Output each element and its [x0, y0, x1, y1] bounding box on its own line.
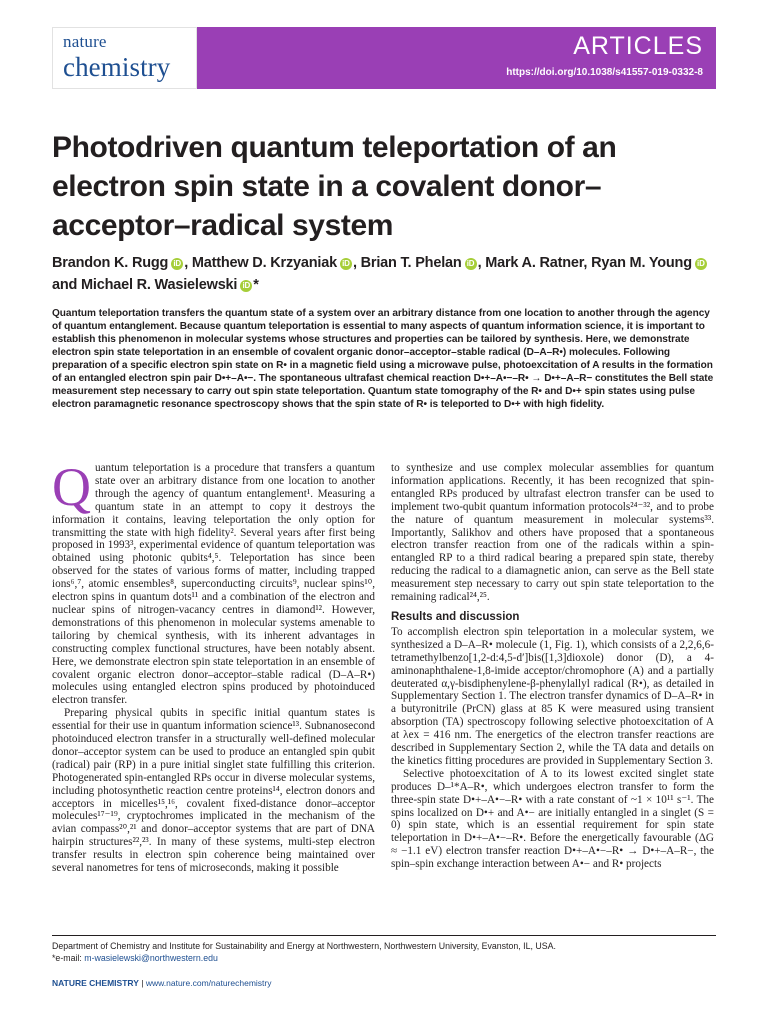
intro-paragraph [52, 457, 375, 707]
affiliation-footnote [52, 940, 716, 964]
abstract: Quantum teleportation transfers the quantum state of a system over an arbitrary distance from one location to another through the agency of quantum entanglement. Because quantum teleportation is essential to many aspects of quantum information science, it is important to establish this phenomenon in molecular systems whose structures and properties can be tailored by synthesis. Here, we demonstrate electron spin state teleportation in an ensemble of covalent organic donor–acceptor–stable radical (D–A–R•) molecules. Following preparation of a specific electron spin state on R• in a magnetic field using a microwave pulse, photoexcitation of A results in the formation of an entangled electron spin pair D•+–A•−. The spontaneous ultrafast chemical reaction D•+–A•−–R• → D•+–A–R− constitutes the Bell state measurement step necessary to carry out spin state teleportation. Quantum state tomography of the R• and D•+ spin states using pulse electron paramagnetic resonance spectroscopy shows that the spin state of R• is teleported to D•+ with high fidelity. [52, 308, 714, 411]
author-name[interactable]: and Michael R. Wasielewski [52, 277, 238, 293]
author-name[interactable]: , Matthew D. Krzyaniak [184, 255, 337, 271]
page-footer [52, 978, 716, 988]
body-paragraph: Preparing physical qubits in specific initial quantum states is essential for their use in quantum information science¹³. Subnanosecond photoinduced electron transfer in a structurally well-defined molecular donor–acceptor system can be used to produce an entangled spin qubit (radical) pair (RP) in a pure initial singlet state fulfilling this criterion. Photogenerated spin-entangled RPs occur in diverse molecular systems, including photosynthetic reaction centre proteins¹⁴, electron donors and acceptors in micelles¹⁵,¹⁶, covalent fixed-distance donor–acceptor molecules¹⁷⁻¹⁹, cryptochromes implicated in the mechanism of the avian compass²⁰,²¹ and donor–acceptor systems that are part of DNA hairpin structures²²,²³. In many of these systems, multi-step electron transfer results in electron spin coherence being maintained over several nanometres for tens of microseconds, making it possible [52, 707, 375, 875]
section-banner [197, 27, 716, 89]
body-paragraph: to synthesize and use complex molecular assemblies for quantum information applications. Recently, it has been recognized that spin-entangled RPs produced by ultrafast electron transfer can be used to implement two-qubit quantum information protocols²⁴⁻³², and to probe the nature of quantum measurement in molecular systems³³. Importantly, Salikhov and others have proposed that a spontaneous electron transfer reaction from one of the radicals within a spin-entangled RP to a third radical bearing a prepared spin state, thereby reducing the radical to a diamagnetic anion, can serve as the Bell state measurement step necessary to carry out spin state teleportation to the remaining radical²⁴,²⁵. [391, 462, 714, 604]
drop-cap: Q [52, 457, 91, 517]
author-name[interactable]: , Mark A. Ratner, Ryan M. Young [477, 255, 692, 271]
email-line [52, 952, 716, 964]
email-link[interactable]: m-wasielewski@northwestern.edu [84, 953, 218, 963]
logo-chemistry-text: chemistry [63, 52, 171, 82]
footnote-divider [52, 935, 716, 936]
author-name[interactable]: Brandon K. Rugg [52, 255, 169, 271]
body-column-left [52, 457, 375, 875]
orcid-icon[interactable]: iD [695, 258, 707, 270]
section-label: ARTICLES [573, 32, 703, 60]
body-paragraph: Selective photoexcitation of A to its lowest excited singlet state produces D–¹*A–R•, which undergoes electron transfer to form the three-spin state D•+–A•−–R• with a rate constant of ~1 × 10¹¹ s⁻¹. The spins localized on D•+ and A•− are initially entangled in a singlet (S = 0) spin state, which is an essential requirement for spin state teleportation in D•+–A•−–R•. Before the energetically favourable (ΔG ≈ −1.1 eV) electron transfer reaction D•+–A•−–R• → D•+–A–R−, the spin–spin exchange interaction between A•− and R• projects [391, 767, 714, 871]
footer-url-link[interactable]: www.nature.com/naturechemistry [145, 978, 272, 988]
email-label: *e-mail: [52, 953, 85, 963]
article-title: Photodriven quantum teleportation of an electron spin state in a covalent donor–acceptor–radical system [52, 131, 617, 242]
author-name[interactable]: , Brian T. Phelan [352, 255, 462, 271]
doi-link[interactable]: https://doi.org/10.1038/s41557-019-0332-8 [506, 67, 703, 78]
orcid-icon[interactable]: iD [240, 280, 252, 292]
corresponding-star: * [253, 277, 259, 293]
body-paragraph: To accomplish electron spin teleportation in a molecular system, we synthesized a D–A–R• molecule (1, Fig. 1), which consists of a 2,2,6,6-tetramethylbenzo[1,2-d:4,5-d′]bis([1,3]dioxole) donor (D), a 4-aminonaphthalene-1,8-imide acceptor/chromophore (A) and a partially deuterated α,γ-bisdiphenylene-β-phenylallyl radical (R•), as detailed in Supplementary Section 1. The electron transfer dynamics of D–A–R• in a butyronitrile (PrCN) glass at 85 K were measured using transient absorption (TA) spectroscopy following selective photoexcitation of A at λex = 416 nm. The energetics of the electron transfer reactions are described in Supplementary Section 2, while the TA data and details on the kinetics fitting procedures are provided in Supplementary Section 3. [391, 625, 714, 767]
section-heading: Results and discussion [391, 610, 520, 623]
orcid-icon[interactable]: iD [465, 258, 477, 270]
paragraph-text: uantum teleportation is a procedure that transfers a quantum state over an arbitrary distance from one location to another through the agency of quantum entanglement¹. Measuring a quantum state in an attempt to copy it destroys the information it contains, leaving teleportation the only option for transmitting the state with high fidelity². Several years after first being proposed in 1993³, experimental evidence of quantum teleportation was obtained using photonic qubits⁴,⁵. Teleportation has since been observed for the states of various forms of matter, including trapped ions⁶,⁷, atomic ensembles⁸, superconducting circuits⁹, nuclear spins¹⁰, electron spins in quantum dots¹¹ and a combination of the electron and nuclear spins of nitrogen-vacancy centres in diamond¹². However, demonstrations of this phenomenon in molecular systems amenable to tailoring by chemical synthesis, with its inherent advantages in constructing complex functional structures, have been notably absent. Here, we demonstrate electron spin state teleportation in an ensemble of covalent organic electron donor–acceptor–stable radical (D–A–R•) molecules using entangled electron spins produced by photoinduced electron transfer. [52, 462, 375, 707]
body-column-right [391, 462, 714, 871]
author-list [52, 252, 716, 296]
affiliation-text: Department of Chemistry and Institute for Sustainability and Energy at Northwestern, Northwestern University, Evanston, IL, USA. [52, 941, 556, 951]
footer-separator: | [138, 978, 146, 988]
orcid-icon[interactable]: iD [171, 258, 183, 270]
orcid-icon[interactable]: iD [340, 258, 352, 270]
footer-journal-name: NATURE CHEMISTRY [52, 978, 139, 988]
journal-logo [52, 27, 197, 89]
logo-nature-text: nature [63, 32, 107, 51]
